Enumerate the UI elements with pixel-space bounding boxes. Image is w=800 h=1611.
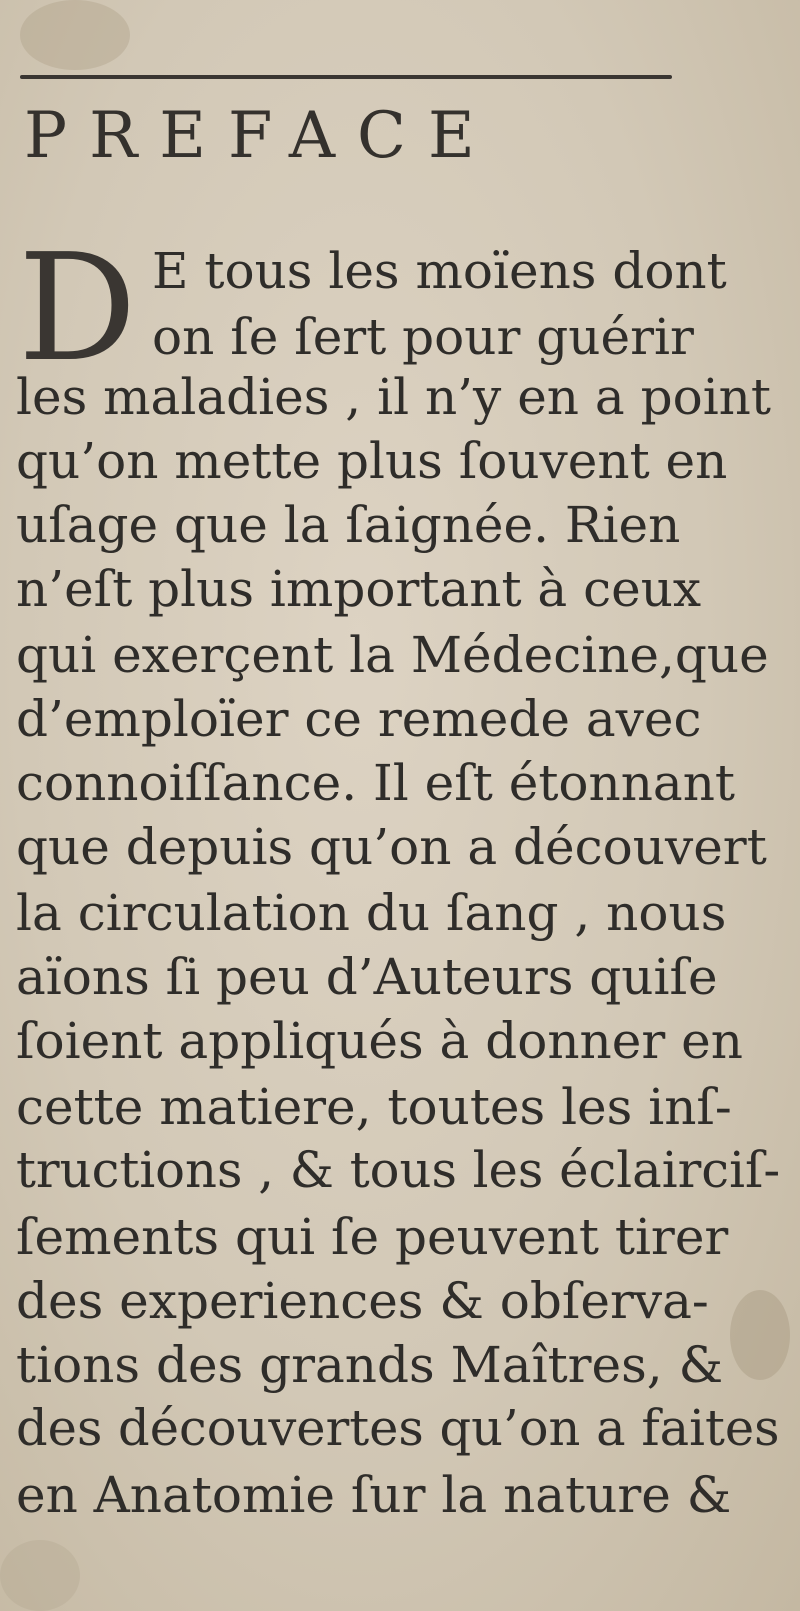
text-line: la circulation du ſang , nous [16, 884, 727, 942]
text-line: n’eſt plus important à ceux [16, 560, 702, 618]
text-line: ſoient appliqués à donner en [16, 1012, 743, 1070]
paper-stain [20, 0, 130, 70]
header-rule [20, 75, 672, 79]
text-line: en Anatomie ſur la nature & [16, 1466, 732, 1524]
paper-stain [730, 1290, 790, 1380]
text-line: d’emploïer ce remede avec [16, 690, 702, 748]
text-line: qu’on mette plus ſouvent en [16, 432, 728, 490]
drop-cap: D [18, 222, 137, 394]
text-line: les maladies , il n’y en a point [16, 368, 771, 426]
text-line: des experiences & obſerva- [16, 1272, 709, 1330]
text-line: on ſe ſert pour guérir [152, 308, 694, 366]
text-line: tions des grands Maîtres, & [16, 1336, 724, 1394]
text-line: ſements qui ſe peuvent tirer [16, 1208, 729, 1266]
text-line: tructions , & tous les éclairciſ- [16, 1141, 781, 1199]
text-line: cette matiere, toutes les inſ- [16, 1078, 732, 1136]
text-line: connoiſſance. Il eſt étonnant [16, 754, 736, 812]
paper-stain [0, 1540, 80, 1611]
text-line: des découvertes qu’on a faites [16, 1399, 780, 1457]
text-line: que depuis qu’on a découvert [16, 818, 767, 876]
page-title: PREFACE [24, 99, 497, 173]
text-line: qui exerçent la Médecine,que [16, 626, 769, 684]
text-line: E tous les moïens dont [152, 242, 727, 300]
text-line: uſage que la ſaignée. Rien [16, 496, 681, 554]
text-line: aïons ſi peu d’Auteurs quiſe [16, 948, 718, 1006]
